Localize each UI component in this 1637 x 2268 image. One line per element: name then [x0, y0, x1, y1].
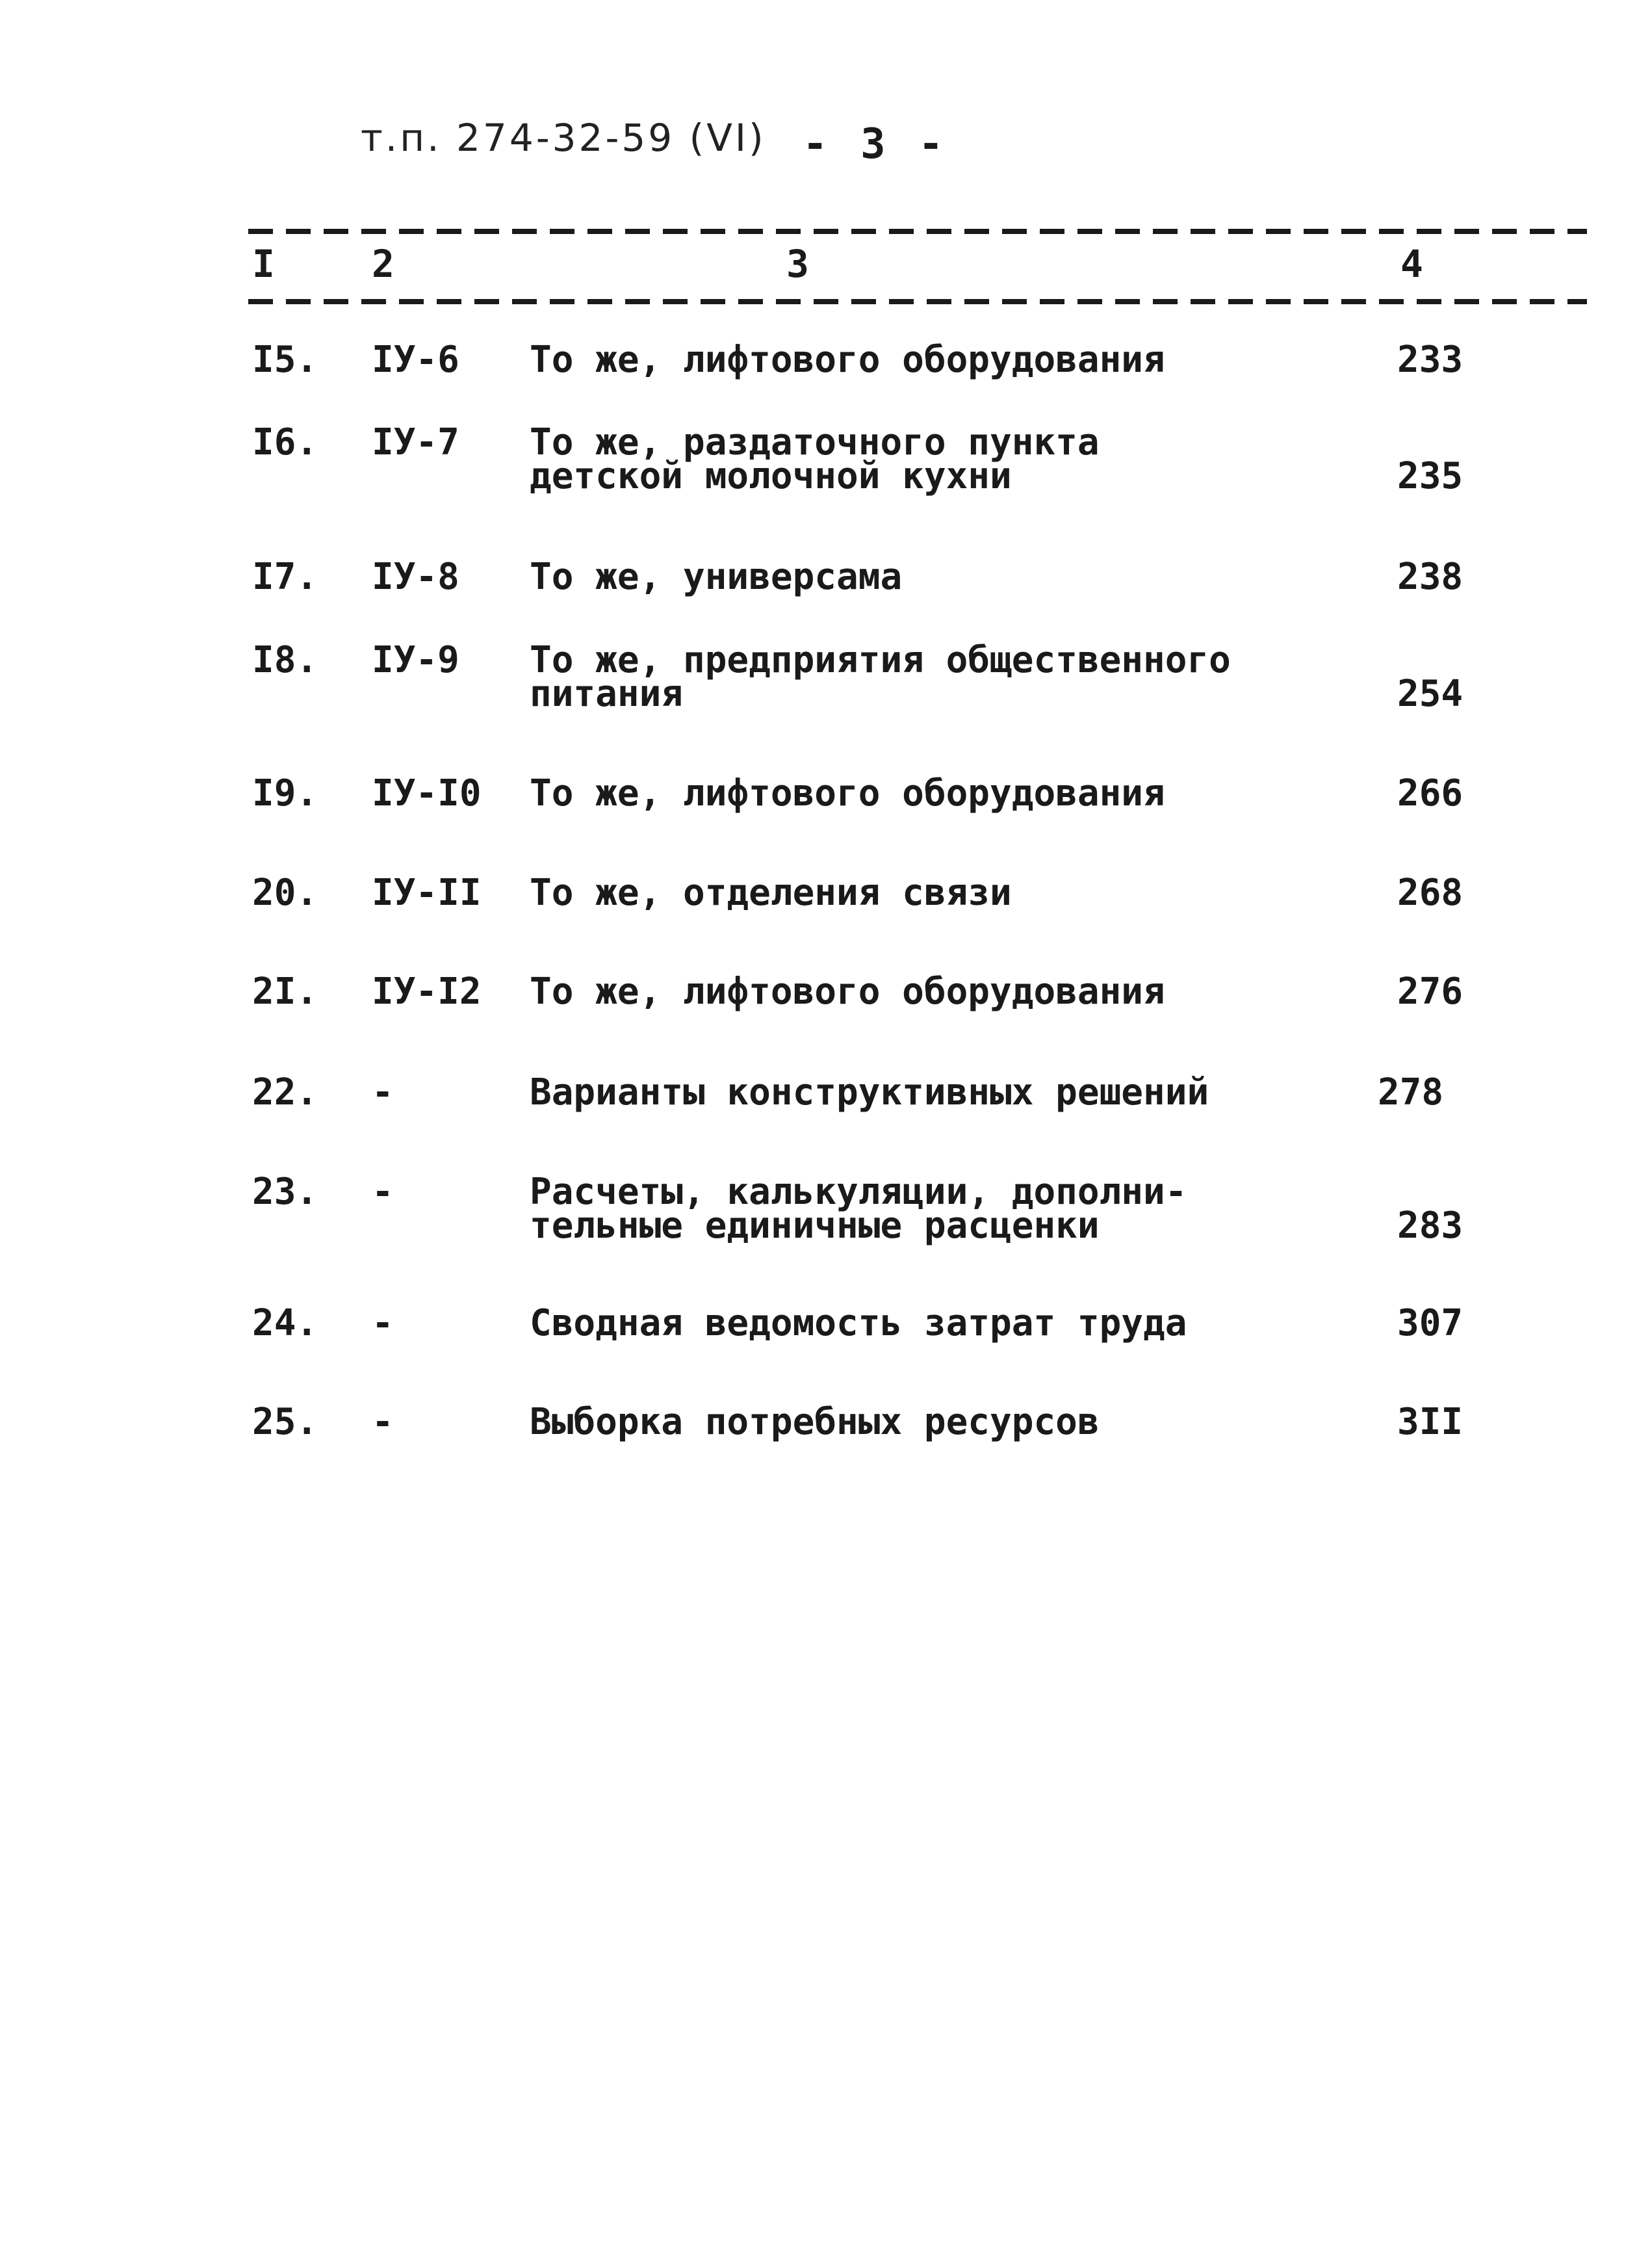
row-title: Сводная ведомость затрат труда — [530, 1302, 1187, 1344]
row-number: I9. — [252, 772, 318, 815]
document-code: т.п. 274-32-59 (VI) — [361, 116, 766, 160]
row-page: 276 — [1397, 971, 1463, 1013]
row-page: 283 — [1397, 1205, 1463, 1247]
row-title: То же, универсама — [530, 556, 903, 598]
row-title-continued: тельные единичные расценки — [530, 1205, 1100, 1247]
table-header-bottom-rule — [248, 299, 1587, 304]
row-page: 268 — [1397, 872, 1463, 914]
row-code: - — [372, 1302, 394, 1344]
row-page: 307 — [1397, 1302, 1463, 1344]
row-number: 24. — [252, 1302, 318, 1344]
row-page: 235 — [1397, 455, 1463, 497]
row-code: IУ-7 — [372, 421, 459, 463]
column-header-2: 2 — [372, 242, 394, 286]
row-page: 266 — [1397, 772, 1463, 815]
row-title: То же, раздаточного пункта — [530, 421, 1100, 463]
row-title: То же, отделения связи — [530, 872, 1012, 914]
row-code: - — [372, 1171, 394, 1213]
row-code: IУ-I0 — [372, 772, 482, 815]
row-number: 23. — [252, 1171, 318, 1213]
row-code: - — [372, 1071, 394, 1114]
row-title: То же, предприятия общественного — [530, 639, 1231, 681]
row-title: То же, лифтового оборудования — [530, 971, 1165, 1013]
row-number: I8. — [252, 639, 318, 681]
column-header-4: 4 — [1400, 242, 1423, 286]
row-number: I6. — [252, 421, 318, 463]
row-number: I5. — [252, 339, 318, 381]
row-page: 238 — [1397, 556, 1463, 598]
row-number: 20. — [252, 872, 318, 914]
row-page: 278 — [1378, 1071, 1444, 1114]
row-code: IУ-I2 — [372, 971, 482, 1013]
row-title: Расчеты, калькуляции, дополни- — [530, 1171, 1187, 1213]
row-title: То же, лифтового оборудования — [530, 772, 1165, 815]
column-header-3: 3 — [786, 242, 809, 286]
row-page: 254 — [1397, 673, 1463, 715]
row-number: 22. — [252, 1071, 318, 1114]
row-code: IУ-6 — [372, 339, 459, 381]
row-page: 3II — [1397, 1401, 1463, 1443]
row-title: Варианты конструктивных решений — [530, 1071, 1209, 1114]
row-number: I7. — [252, 556, 318, 598]
row-title: То же, лифтового оборудования — [530, 339, 1165, 381]
row-page: 233 — [1397, 339, 1463, 381]
row-title-continued: детской молочной кухни — [530, 455, 1012, 497]
table-header-top-rule — [248, 229, 1587, 234]
row-title-continued: питания — [530, 673, 684, 715]
row-code: IУ-8 — [372, 556, 459, 598]
column-header-1: I — [252, 242, 275, 286]
row-code: IУ-9 — [372, 639, 459, 681]
row-number: 25. — [252, 1401, 318, 1443]
row-code: - — [372, 1401, 394, 1443]
page-number: - 3 - — [803, 120, 947, 168]
row-code: IУ-II — [372, 872, 482, 914]
row-title: Выборка потребных ресурсов — [530, 1401, 1100, 1443]
row-number: 2I. — [252, 971, 318, 1013]
